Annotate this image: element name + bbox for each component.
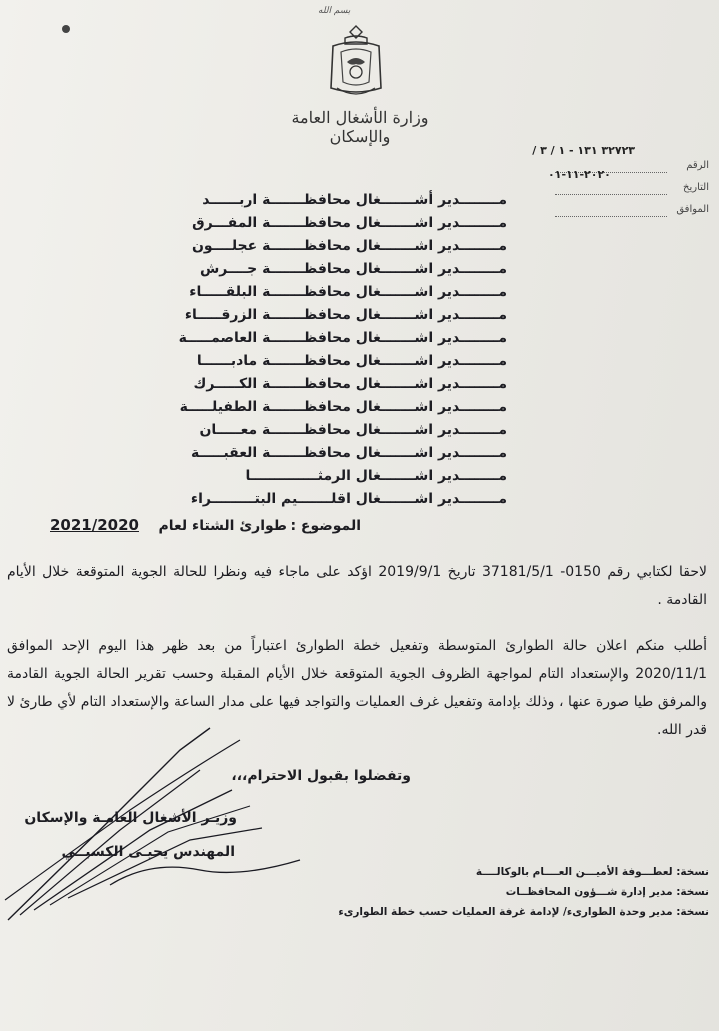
date-value: ٢٠٢٠-١١-٠١: [548, 168, 611, 181]
addressee-1: مــــــــدير أشـــــــغال محافظـــــــة اربــــــد: [202, 192, 507, 208]
subject-label: الموضوع :: [290, 518, 361, 534]
ministry-name: وزارة الأشغال العامة والإسكان: [291, 108, 429, 146]
handwritten-signature: [0, 710, 330, 930]
addressee-7: مــــــــدير اشـــــــغال محافظـــــــة العاصمـــــة: [178, 330, 507, 346]
body-paragraph-1: لاحقا لكتابي رقم 0150- 37181/5/1 تاريخ 2019/9/1 اؤكد على ماجاء فيه ونظرا للحالة الجوية المتوقعة خلال الأيام القادمة .: [7, 564, 707, 608]
jordan-coat-of-arms-icon: [325, 22, 387, 100]
addressee-14: مــــــــدير اشـــــــغال اقلـــــــيم البتـــــــــراء: [190, 491, 507, 507]
signatory-title: وزيـر الأشغال العامـة والإسكان: [24, 810, 237, 826]
addressee-8: مــــــــدير اشـــــــغال محافظـــــــة مادبــــــا: [196, 353, 507, 369]
ink-spot: [62, 25, 70, 33]
addressee-11: مــــــــدير اشـــــــغال محافظـــــــة معـــــان: [199, 422, 507, 438]
top-handwriting: بسم الله: [318, 6, 351, 16]
copy-line-2: نسخة: مدير إدارة شـــؤون المحافظــات: [505, 886, 709, 898]
copy-line-3: نسخة: مدير وحدة الطوارىء/ لإدامة غرفة العمليات حسب خطة الطوارىء: [338, 906, 709, 918]
ref-value: ٣٢٧٢٣ ١٣١ - ١ / ٣ /: [532, 144, 635, 157]
addressee-13: مــــــــدير اشـــــــغال الرمثــــــــــــــا: [245, 468, 507, 484]
body-paragraph-2: أطلب منكم اعلان حالة الطوارئ المتوسطة وتفعيل خطة الطوارئ اعتباراً من بعد ظهر هذا اليوم الإحد الموافق 2020/11/1 والإستعداد التام لمواجهة الظروف الجوية المتوقعة خلال الأيام المقبلة وحسب تقرير الحالة الجوية القادمة والمرفق طيا صورة عنها ، وذلك بإدامة وتفعيل غرف العمليات والتواجد فيها على مدار الساعة والإستعداد التام لأي طارئ لا قدر الله.: [7, 638, 707, 738]
subject-year: 2021/2020: [50, 516, 139, 534]
corr-label: الموافق: [676, 204, 709, 215]
date-line: [555, 194, 667, 195]
addressee-4: مــــــــدير اشـــــــغال محافظـــــــة جــــرش: [199, 261, 507, 277]
addressee-5: مــــــــدير اشـــــــغال محافظـــــــة البلقـــــاء: [189, 284, 507, 300]
corr-line: [555, 216, 667, 217]
addressee-6: مــــــــدير اشـــــــغال محافظـــــــة الزرقـــــاء: [184, 307, 507, 323]
addressee-3: مــــــــدير اشـــــــغال محافظـــــــة عجلــــون: [191, 238, 507, 254]
closing-line: وتفضلوا بقبول الاحترام،،،: [231, 768, 411, 784]
date-label: التاريخ: [683, 182, 709, 193]
ref-label: الرقم: [686, 160, 709, 171]
addressee-2: مــــــــدير اشـــــــغال محافظـــــــة المفـــرق: [192, 215, 507, 231]
addressee-10: مــــــــدير اشـــــــغال محافظـــــــة الطفيلـــــة: [179, 399, 507, 415]
addressee-12: مــــــــدير اشـــــــغال محافظـــــــة العقبـــــة: [191, 445, 507, 461]
copy-line-1: نسخة: لعطـــوفة الأميـــن العــــام بالوكالــــة: [475, 866, 709, 878]
addressee-9: مــــــــدير اشـــــــغال محافظـــــــة الكـــــرك: [193, 376, 507, 392]
subject-text: طوارئ الشتاء لعام: [158, 518, 287, 534]
signatory-name: المهندس يحيـى الكسبــي: [61, 844, 235, 860]
